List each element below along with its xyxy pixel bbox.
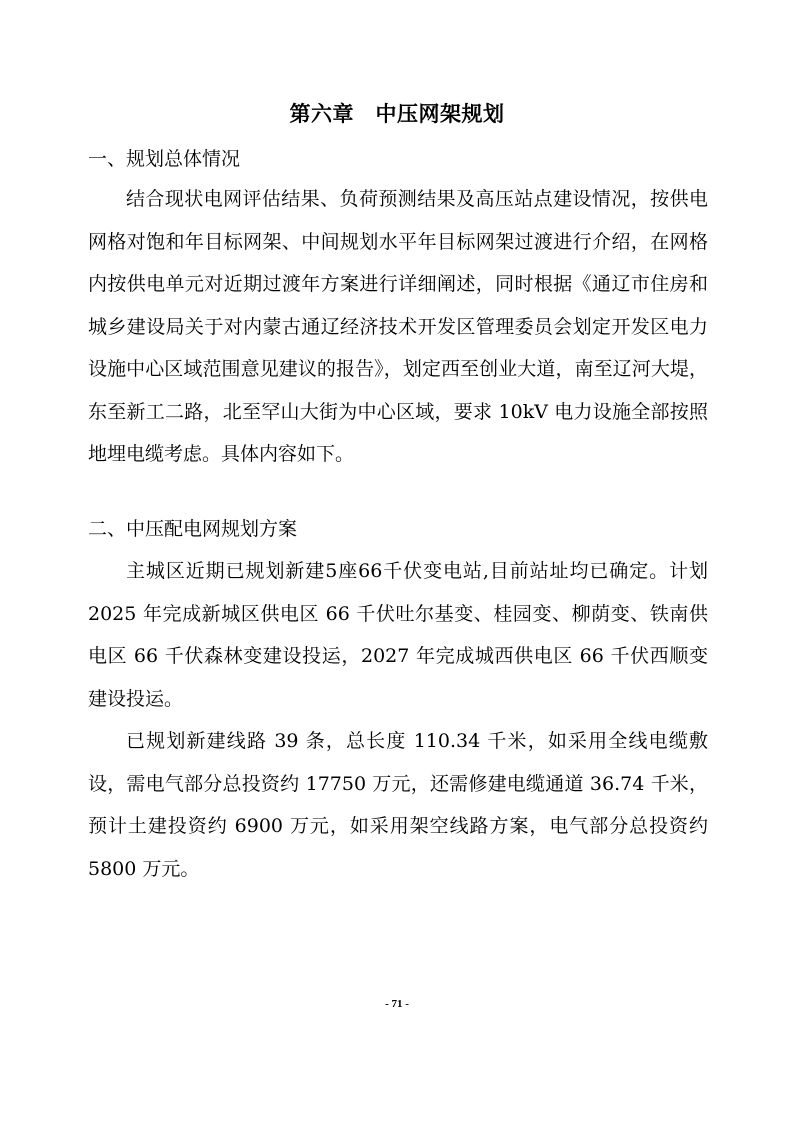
paragraph-lines-investment: 已规划新建线路 39 条，总长度 110.34 千米，如采用全线电缆敷设，需电气部分总投资约 17750 万元，还需修建电缆通道 36.74 千米，预计土建投资约 6900 万元，如采用架空线路方案，电气部分总投资约 5800 万元。 — [88, 730, 708, 880]
section-heading-plan: 二、中压配电网规划方案 — [88, 518, 298, 540]
page-number: - 71 - — [385, 998, 409, 1010]
chapter-title: 第六章 中压网架规划 — [289, 102, 505, 126]
section-heading-overview: 一、规划总体情况 — [88, 148, 241, 170]
paragraph-substations: 主城区近期已规划新建5座66千伏变电站,目前站址均已确定。计划 2025 年完成新城区供电区 66 千伏吐尔基变、桂园变、柳荫变、铁南供电区 66 千伏森林变建设投运，2027 年完成城西供电区 66 千伏西顺变建设投运。 — [88, 560, 708, 710]
paragraph-overview: 结合现状电网评估结果、负荷预测结果及高压站点建设情况，按供电网格对饱和年目标网架、中间规划水平年目标网架过渡进行介绍，在网格内按供电单元对近期过渡年方案进行详细阐述，同时根据《通辽市住房和城乡建设局关于对内蒙古通辽经济技术开发区管理委员会划定开发区电力设施中心区域范围意见建议的报告》，划定西至创业大道，南至辽河大堤，东至新工二路，北至罕山大街为中心区域，要求 10kV 电力设施全部按照地埋电缆考虑。具体内容如下。 — [88, 188, 708, 465]
